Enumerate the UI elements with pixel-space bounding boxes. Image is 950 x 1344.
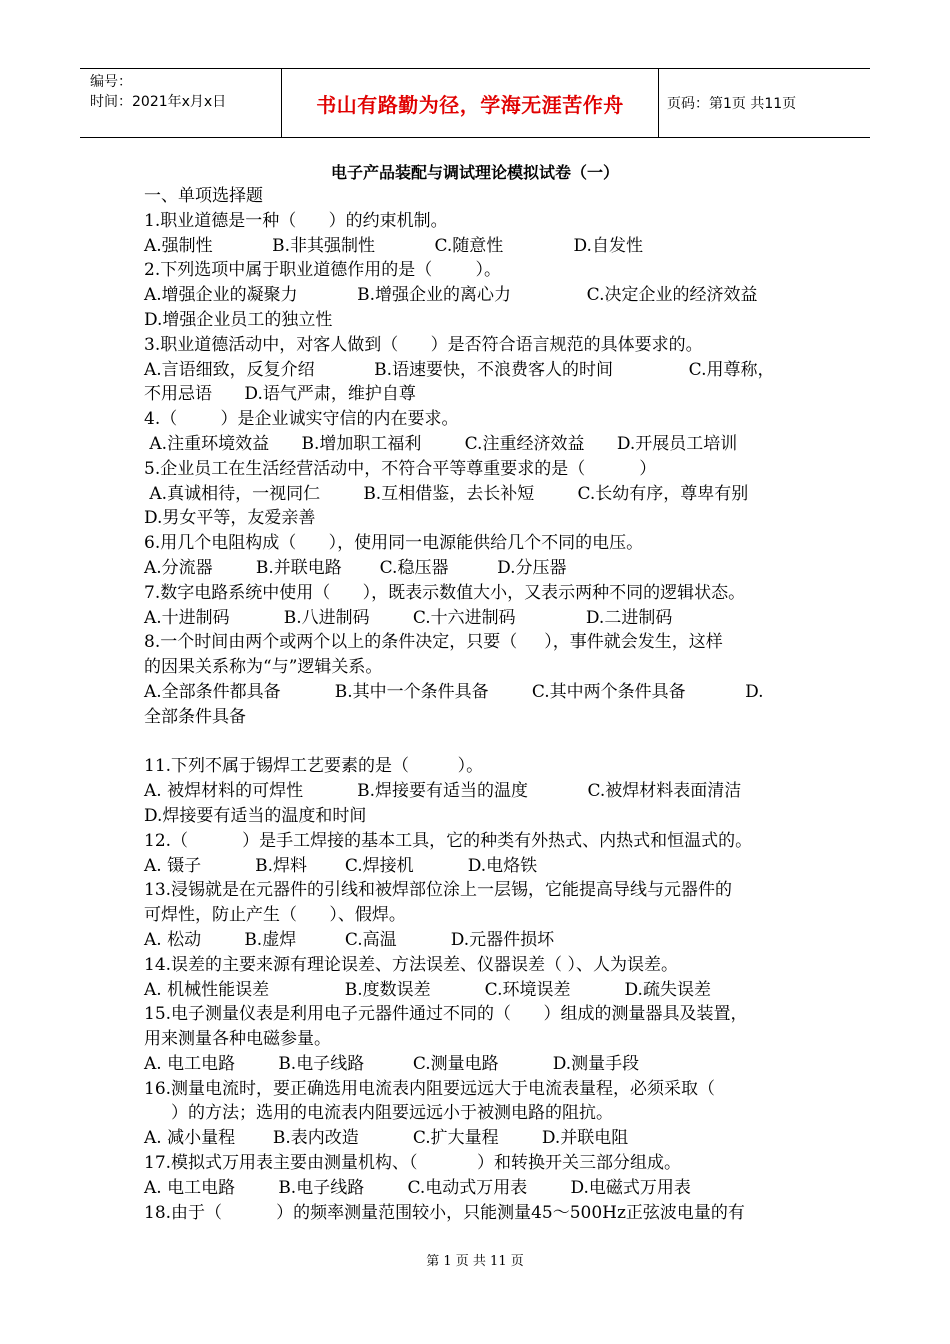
exam-line: A.言语细致，反复介绍 B.语速要快，不浪费客人的时间 C.用尊称， [144,359,775,380]
header-motto-cell [282,69,659,137]
page-header [80,68,870,138]
exam-line: 16.测量电流时，要正确选用电流表内阻要远远大于电流表量程，必须采取（ [144,1078,716,1099]
exam-line: ）的方法；选用的电流表内阻要远远小于被测电路的阻抗。 [144,1103,614,1124]
exam-line: 可焊性，防止产生（ ）、假焊。 [144,905,406,926]
exam-line: A.全部条件都具备 B.其中一个条件具备 C.其中两个条件具备 D. [144,681,764,702]
exam-line: A.十进制码 B.八进制码 C.十六进制码 D.二进制码 [144,607,673,628]
exam-line: 不用忌语 D.语气严肃，维护自尊 [144,384,416,405]
exam-line: 18.由于（ ）的频率测量范围较小，只能测量45～500Hz正弦波电量的有 [144,1202,745,1223]
exam-line: 11.下列不属于锡焊工艺要素的是（ ）。 [144,756,484,777]
exam-line: 2.下列选项中属于职业道德作用的是（ ）。 [144,260,501,281]
exam-line: A. 被焊材料的可焊性 B.焊接要有适当的温度 C.被焊材料表面清洁 [144,781,742,802]
exam-line: A.注重环境效益 B.增加职工福利 C.注重经济效益 D.开展员工培训 [144,433,738,454]
exam-line: 用来测量各种电磁参量。 [144,1029,331,1050]
header-meta [80,69,282,137]
date-label: 时间：2021年x月x日 [90,94,227,110]
exam-line: 15.电子测量仪表是利用电子元器件通过不同的（ ）组成的测量器具及装置， [144,1004,748,1025]
exam-line: 7.数字电路系统中使用（ ），既表示数值大小，又表示两种不同的逻辑状态。 [144,582,746,603]
exam-line: 17.模拟式万用表主要由测量机构、（ ）和转换开关三部分组成。 [144,1153,681,1174]
exam-line: 4.（ ）是企业诚实守信的内在要求。 [144,409,459,430]
exam-line: 12.（ ）是手工焊接的基本工具，它的种类有外热式、内热式和恒温式的。 [144,830,753,851]
header-page-info: 页码：第1页 共11页 [667,96,797,112]
exam-line: A. 电工电路 B.电子线路 C.电动式万用表 D.电磁式万用表 [144,1177,691,1198]
exam-line: 1.职业道德是一种（ ）的约束机制。 [144,210,448,231]
exam-line: 5.企业员工在生活经营活动中，不符合平等尊重要求的是（ ） [144,458,657,479]
exam-line: 全部条件具备 [144,706,246,727]
header-motto: 书山有路勤为径，学海无涯苦作舟 [316,92,624,117]
exam-line: 一、单项选择题 [144,186,263,206]
exam-line: D.焊接要有适当的温度和时间 [144,805,367,826]
exam-line: A.增强企业的凝聚力 B.增强企业的离心力 C.决定企业的经济效益 [144,285,758,306]
page-footer: 第 1 页 共 11 页 [426,1254,524,1269]
exam-title: 电子产品装配与调试理论模拟试卷（一） [330,163,619,182]
exam-line: 14.误差的主要来源有理论误差、方法误差、仪器误差（ ）、人为误差。 [144,954,678,975]
serial-label: 编号： [90,74,132,90]
exam-line: A. 松动 B.虚焊 C.高温 D.元器件损坏 [144,929,555,950]
exam-line: A. 镊子 B.焊料 C.焊接机 D.电烙铁 [144,855,538,876]
exam-line: 8.一个时间由两个或两个以上的条件决定，只要（ ），事件就会发生，这样 [144,632,723,653]
exam-line: 13.浸锡就是在元器件的引线和被焊部位涂上一层锡，它能提高导线与元器件的 [144,880,733,901]
exam-line: A.强制性 B.非其强制性 C.随意性 D.自发性 [144,235,643,256]
exam-line: A. 减小量程 B.表内改造 C.扩大量程 D.并联电阻 [144,1128,629,1149]
blank-line [144,730,812,755]
exam-body [144,184,812,1225]
exam-line: 3.职业道德活动中，对客人做到（ ）是否符合语言规范的具体要求的。 [144,334,703,355]
exam-line: A. 机械性能误差 B.度数误差 C.环境误差 D.疏失误差 [144,979,711,1000]
exam-line: D.增强企业员工的独立性 [144,309,333,330]
exam-line: A. 电工电路 B.电子线路 C.测量电路 D.测量手段 [144,1053,640,1074]
exam-line: 6.用几个电阻构成（ ），使用同一电源能供给几个不同的电压。 [144,533,644,554]
exam-line: 的因果关系称为“与”逻辑关系。 [144,657,383,678]
exam-line: D.男女平等，友爱亲善 [144,508,316,529]
exam-line: A.真诚相待，一视同仁 B.互相借鉴，去长补短 C.长幼有序，尊卑有别 [144,483,749,504]
exam-line: A.分流器 B.并联电路 C.稳压器 D.分压器 [144,557,567,578]
